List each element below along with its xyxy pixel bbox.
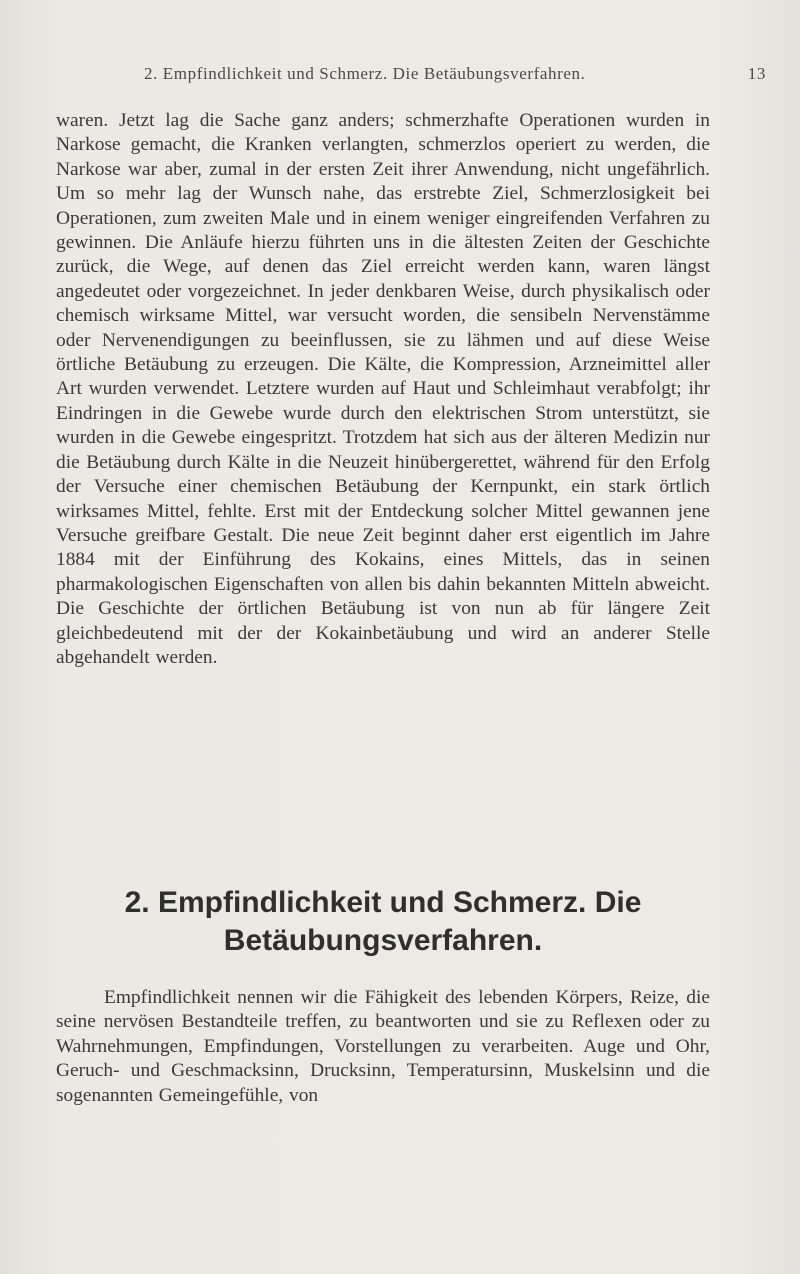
body-text xyxy=(56,109,710,670)
paragraph: waren. Jetzt lag die Sache ganz anders; schmerzhafte Operationen wurden in Narkose gemacht, die Kranken verlangten, schmerzlos operiert zu werden, die Narkose war aber, zumal in der ersten Zeit ihrer Anwendung, nicht ungefährlich. Um so mehr lag der Wunsch nahe, das erstrebte Ziel, Schmerzlosigkeit bei Operationen, zum zweiten Male und in einem weniger eingreifenden Verfahren zu gewinnen. Die Anläufe hierzu führten uns in die ältesten Zeiten der Geschichte zurück, die Wege, auf denen das Ziel erreicht werden kann, waren längst angedeutet oder vorgezeichnet. In jeder denkbaren Weise, durch physikalisch oder chemisch wirksame Mittel, war versucht worden, die sensibeln Nervenstämme oder Nervenendigungen zu beeinflussen, sie zu lähmen und auf diese Weise örtliche Betäubung zu erzeugen. Die Kälte, die Kompression, Arzneimittel aller Art wurden verwendet. Letztere wurden auf Haut und Schleimhaut verabfolgt; ihr Eindringen in die Gewebe wurde durch den elektrischen Strom unterstützt, sie wurden in die Gewebe eingespritzt. Trotzdem hat sich aus der älteren Medizin nur die Betäubung durch Kälte in die Neuzeit hinübergerettet, während für den Erfolg der Versuche einer chemischen Betäubung der Kernpunkt, ein stark örtlich wirksames Mittel, fehlte. Erst mit der Entdeckung solcher Mittel gewannen jene Versuche greifbare Gestalt. Die neue Zeit beginnt daher erst eigentlich im Jahre 1884 mit der Einführung des Kokains, eines Mittels, das in seinen pharmakologischen Eigenschaften von allen bis dahin bekannten Mitteln abweicht. Die Geschichte der örtlichen Betäubung ist von nun ab für längere Zeit gleichbedeutend mit der der Kokainbetäubung und wird an anderer Stelle abgehandelt werden. xyxy=(56,110,710,668)
section-heading: 2. Empfindlichkeit und Schmerz. Die Betäubungsverfahren. xyxy=(124,886,642,957)
running-title: 2. Empfindlichkeit und Schmerz. Die Betäubungsverfahren. xyxy=(144,64,586,83)
page-number: 13 xyxy=(747,64,766,83)
section-text xyxy=(56,986,710,1108)
paragraph: Empfindlichkeit nennen wir die Fähigkeit des lebenden Körpers, Reize, die seine nervösen Bestandteile treffen, zu beantworten und sie zu Reflexen oder zu Wahrnehmungen, Empfindungen, Vorstellungen zu verarbeiten. Auge und Ohr, Geruch- und Geschmacksinn, Drucksinn, Temperatursinn, Muskelsinn und die sogenannten Gemeingefühle, von xyxy=(56,987,710,1106)
